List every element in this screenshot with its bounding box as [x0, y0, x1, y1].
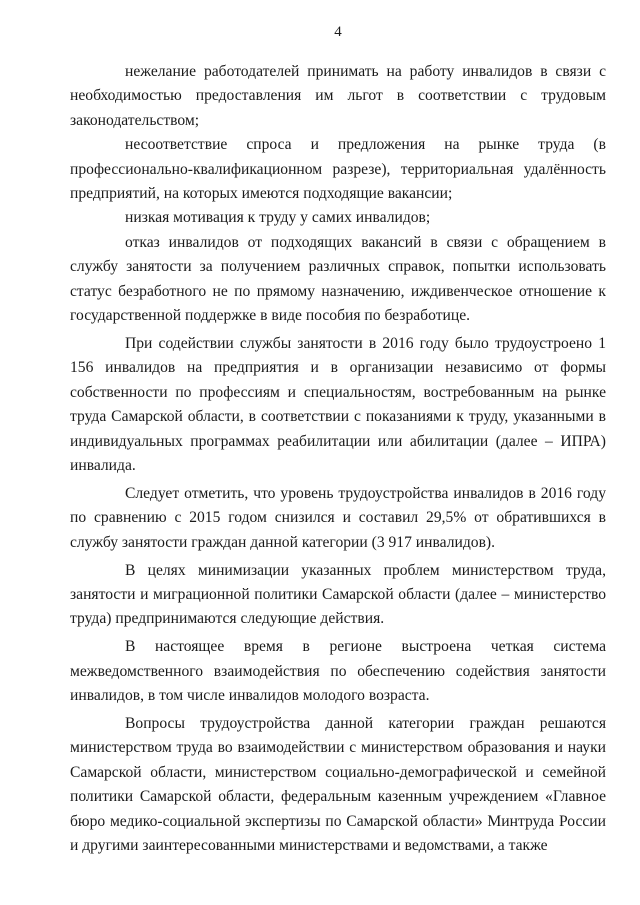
paragraph-ministry-actions: В целях минимизации указанных проблем министерством труда, занятости и миграционной политики Самарской области (далее – министерство труда) предпринимаются следующие действия. — [70, 561, 606, 628]
paragraph-cooperation: Вопросы трудоустройства данной категории граждан решаются министерством труда во взаимодействии с министерством образования и науки Самарской области, министерством социально-демографической и семейной политики Самарской области, федеральным казенным учреждением «Главное бюро медико-социальной экспертизы по Самарской области» Минтруда России и другими заинтересованными министерствами и ведомствами, а также — [70, 715, 606, 855]
paragraph-low-motivation: низкая мотивация к труду у самих инвалидов; — [125, 209, 431, 227]
paragraph-vacancy-refusal: отказ инвалидов от подходящих вакансий в связи с обращением в службу занятости за получением различных справок, попытки использовать статус безработного не по прямому назначению, иждивенческое отношение к государственной поддержке в виде пособия по безработице. — [70, 233, 606, 325]
page-number: 4 — [334, 24, 342, 40]
paragraph-supply-demand-mismatch: несоответствие спроса и предложения на рынке труда (в профессионально-квалификационном разрезе), территориальная удалённость предприятий, на которых имеются подходящие вакансии; — [70, 136, 606, 203]
paragraph-employment-2016: При содействии службы занятости в 2016 году было трудоустроено 1 156 инвалидов на предприятия и в организации независимо от формы собственности по профессиям и специальностям, востребованным на рынке труда Самарской области, в соответствии с показаниями к труду, указанными в индивидуальных программах реабилитации или абилитации (далее – ИПРА) инвалида. — [70, 334, 606, 474]
paragraph-employer-reluctance: нежелание работодателей принимать на работу инвалидов в связи с необходимостью предоставления им льгот в соответствии с трудовым законодательством; — [70, 63, 606, 129]
paragraph-interagency-system: В настоящее время в регионе выстроена четкая система межведомственного взаимодействия по обеспечению содействия занятости инвалидов, в том числе инвалидов молодого возраста. — [70, 638, 606, 705]
paragraph-employment-rate: Следует отметить, что уровень трудоустройства инвалидов в 2016 году по сравнению с 2015 годом снизился и составил 29,5% от обратившихся в службу занятости граждан данной категории (3 917 инвалидов). — [70, 484, 606, 551]
